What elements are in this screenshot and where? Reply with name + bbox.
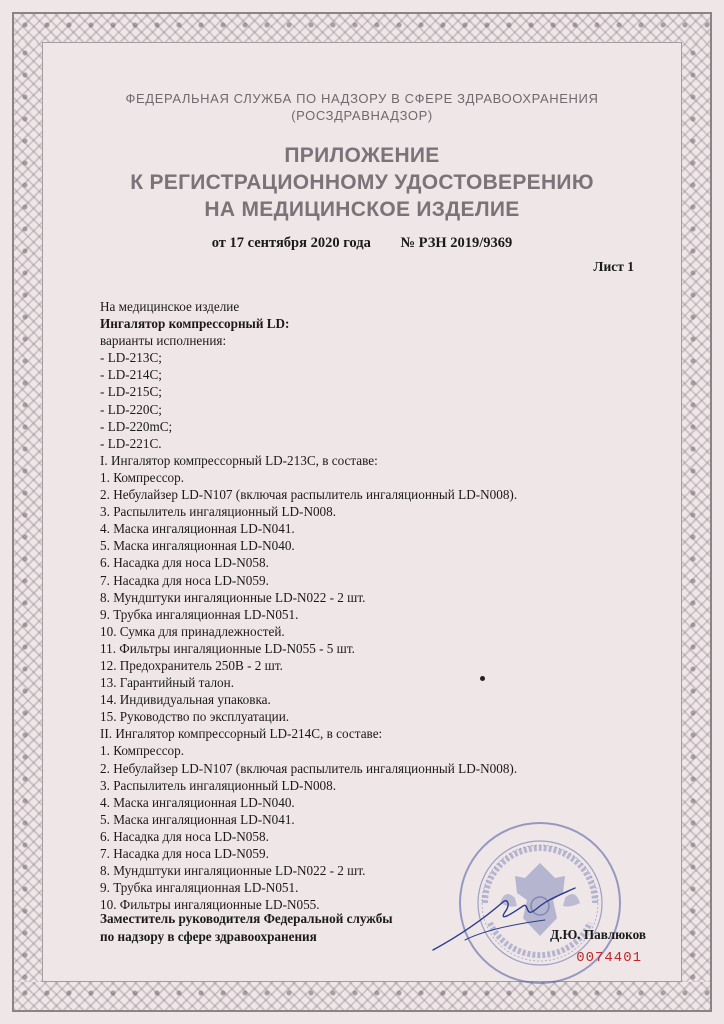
body-line: 14. Индивидуальная упаковка. xyxy=(100,692,271,708)
signatory-title-line-1: Заместитель руководителя Федеральной службы xyxy=(100,911,393,926)
issue-date: от 17 сентября 2020 года xyxy=(211,235,371,251)
serial-number: 0074401 xyxy=(576,950,642,966)
body-line: 4. Маска ингаляционная LD-N040. xyxy=(100,794,295,810)
sheet-number: Лист 1 xyxy=(593,259,634,274)
body-line: 10. Фильтры ингаляционные LD-N055. xyxy=(100,897,320,913)
registration-number: № РЗН 2019/9369 xyxy=(400,235,513,251)
body-line: варианты исполнения: xyxy=(100,333,227,349)
body-line: 5. Маска ингаляционная LD-N041. xyxy=(100,811,295,827)
body-line: На медицинское изделие xyxy=(100,299,240,314)
body-line: - LD-220mC; xyxy=(100,418,173,434)
body-line: 9. Трубка ингаляционная LD-N051. xyxy=(100,880,299,896)
body-line: 10. Сумка для принадлежностей. xyxy=(100,623,285,639)
body-line: - LD-214C; xyxy=(100,367,162,383)
body-line: - LD-221C. xyxy=(100,435,162,451)
body-line: 3. Распылитель ингаляционный LD-N008. xyxy=(100,504,337,520)
agency-header xyxy=(0,90,724,124)
body-line: 1. Компрессор. xyxy=(100,469,185,485)
signatory-title-line-2: по надзору в сфере здравоохранения xyxy=(100,928,317,944)
body-line: II. Ингалятор компрессорный LD-214C, в составе: xyxy=(100,726,383,742)
body-line: 12. Предохранитель 250В - 2 шт. xyxy=(100,657,283,673)
body-line: 2. Небулайзер LD-N107 (включая распылитель ингаляционный LD-N008). xyxy=(100,487,518,503)
body-line: 6. Насадка для носа LD-N058. xyxy=(100,828,269,844)
title-line-2: К РЕГИСТРАЦИОННОМУ УДОСТОВЕРЕНИЮ xyxy=(130,171,594,194)
agency-name: ФЕДЕРАЛЬНАЯ СЛУЖБА ПО НАДЗОРУ В СФЕРЕ ЗДРАВООХРАНЕНИЯ xyxy=(125,91,599,106)
body-line: 1. Компрессор. xyxy=(100,743,185,759)
body-line: - LD-220C; xyxy=(100,401,162,417)
title-line-1: ПРИЛОЖЕНИЕ xyxy=(284,144,440,167)
body-line: 8. Мундштуки ингаляционные LD-N022 - 2 шт. xyxy=(100,863,366,879)
body-line: 3. Распылитель ингаляционный LD-N008. xyxy=(100,777,337,793)
body-line: 2. Небулайзер LD-N107 (включая распылитель ингаляционный LD-N008). xyxy=(100,760,518,776)
body-line: Ингалятор компрессорный LD: xyxy=(100,316,290,332)
body-line: - LD-213C; xyxy=(100,350,162,366)
handwritten-signature xyxy=(425,880,585,960)
body-line: 9. Трубка ингаляционная LD-N051. xyxy=(100,606,299,622)
body-line: 6. Насадка для носа LD-N058. xyxy=(100,555,269,571)
body-line: 8. Мундштуки ингаляционные LD-N022 - 2 шт. xyxy=(100,589,366,605)
body-line: 5. Маска ингаляционная LD-N040. xyxy=(100,538,295,554)
body-line: I. Ингалятор компрессорный LD-213C, в составе: xyxy=(100,452,378,468)
body-line: 7. Насадка для носа LD-N059. xyxy=(100,572,269,588)
body-line: 13. Гарантийный талон. xyxy=(100,675,235,691)
body-line: 7. Насадка для носа LD-N059. xyxy=(100,846,269,861)
body-line: 11. Фильтры ингаляционные LD-N055 - 5 шт. xyxy=(100,640,355,656)
document-title xyxy=(0,142,724,223)
body-line: - LD-215C; xyxy=(100,384,162,400)
body-line: 4. Маска ингаляционная LD-N041. xyxy=(100,521,295,537)
title-line-3: НА МЕДИЦИНСКОЕ ИЗДЕЛИЕ xyxy=(204,198,520,221)
signatory-title xyxy=(100,910,393,945)
ink-dot xyxy=(480,676,485,681)
signatory-name: Д.Ю. Павлюков xyxy=(550,927,646,942)
date-number-line xyxy=(0,235,724,252)
agency-abbreviation: (РОСЗДРАВНАДЗОР) xyxy=(291,108,433,123)
body-line: 15. Руководство по эксплуатации. xyxy=(100,709,290,725)
